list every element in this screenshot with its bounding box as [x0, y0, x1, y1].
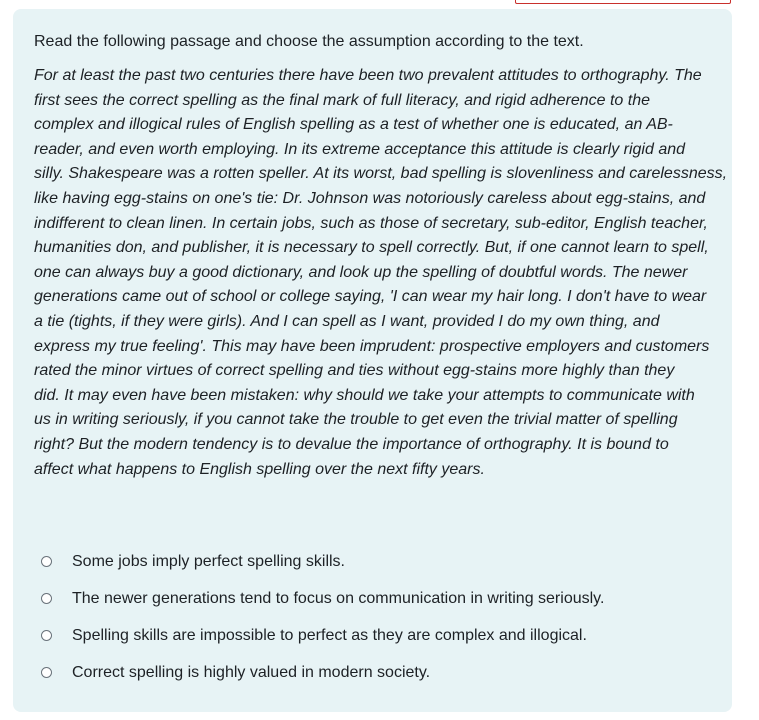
radio-button[interactable] [41, 630, 52, 641]
answer-option-label[interactable]: Correct spelling is highly valued in modern society. [72, 663, 431, 681]
passage-line: right? But the modern tendency is to devalue the importance of orthography. It is bound to [34, 435, 669, 453]
passage-line: For at least the past two centuries there have been two prevalent attitudes to orthography. The [34, 67, 702, 84]
passage-line: like having egg-stains on one's tie: Dr. Johnson was notoriously careless about egg-stains, and [34, 189, 706, 207]
answer-option-label[interactable]: The newer generations tend to focus on communication in writing seriously. [72, 589, 605, 607]
reading-passage [34, 64, 728, 482]
passage-line: indifferent to clean linen. In certain jobs, such as those of secretary, sub-editor, English teacher, [34, 214, 708, 232]
passage-line: did. It may even have been mistaken: why should we take your attempts to communicate with [34, 386, 695, 404]
passage-line: generations came out of school or college saying, 'I can wear my hair long. I don't have to wear [34, 288, 707, 306]
passage-line: us in writing seriously, if you cannot take the trouble to get even the trivial matter of spelling [34, 411, 678, 429]
answer-option-4[interactable] [41, 654, 721, 691]
passage-line: express my true feeling'. This may have been imprudent: prospective employers and customers [34, 337, 710, 355]
passage-line: reader, and even worth employing. In its extreme acceptance this attitude is clearly rigid and [34, 140, 686, 158]
question-card [13, 9, 732, 712]
answer-option-3[interactable] [41, 617, 721, 654]
top-input-field-edge[interactable] [515, 0, 731, 4]
passage-line: a tie (tights, if they were girls). And I can spell as I want, provided I do my own thing, and [34, 312, 660, 330]
passage-line: affect what happens to English spelling over the next fifty years. [34, 460, 485, 478]
passage-line: complex and illogical rules of English spelling as a test of whether one is educated, an AB- [34, 116, 673, 134]
passage-line: humanities don, and publisher, it is necessary to spell correctly. But, if one cannot learn to spell, [34, 239, 709, 257]
passage-line: rated the minor virtues of correct spelling and ties without egg-stains more highly than they [34, 362, 675, 380]
passage-line: first sees the correct spelling as the final mark of full literacy, and rigid adherence to the [34, 91, 651, 109]
question-instruction: Read the following passage and choose the assumption according to the text. [34, 33, 584, 50]
answer-option-2[interactable] [41, 580, 721, 617]
passage-line: one can always buy a good dictionary, and look up the spelling of doubtful words. The newer [34, 263, 688, 281]
answer-option-1[interactable] [41, 543, 721, 580]
answer-options [41, 543, 721, 691]
radio-button[interactable] [41, 556, 52, 567]
passage-line: silly. Shakespeare was a rotten speller. At its worst, bad spelling is slovenliness and carelessness, [34, 165, 728, 183]
answer-option-label[interactable]: Some jobs imply perfect spelling skills. [72, 552, 345, 570]
radio-button[interactable] [41, 667, 52, 678]
radio-button[interactable] [41, 593, 52, 604]
answer-option-label[interactable]: Spelling skills are impossible to perfect as they are complex and illogical. [72, 626, 587, 644]
